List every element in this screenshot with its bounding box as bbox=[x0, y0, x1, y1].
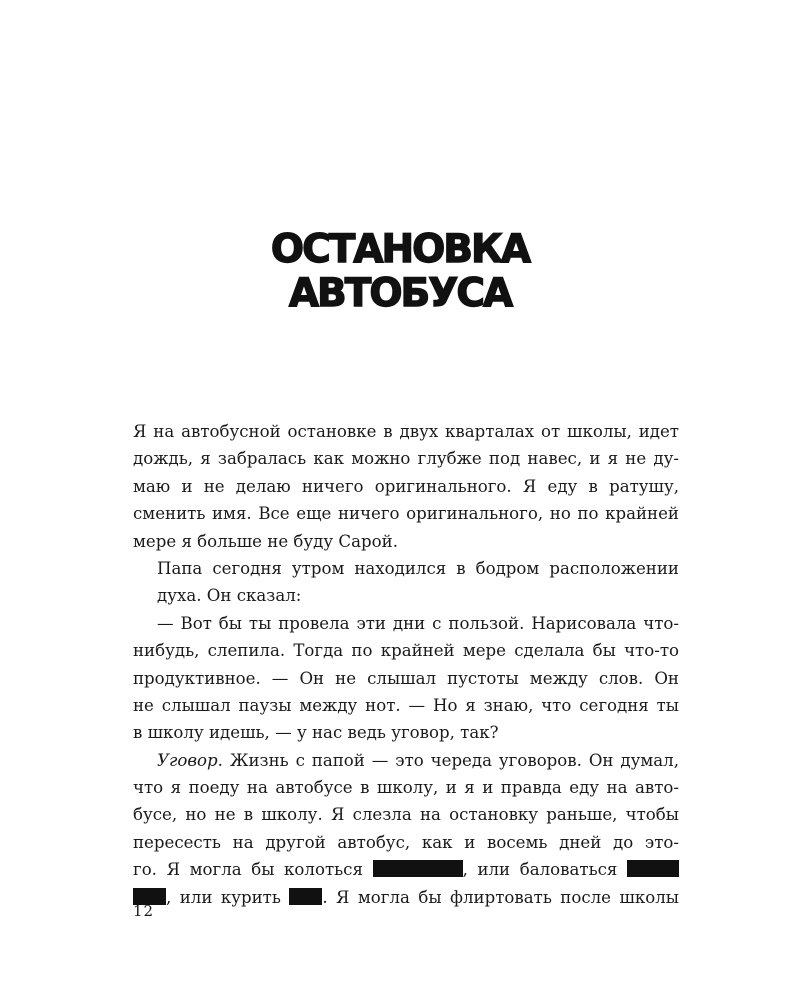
text-line: продуктивное. — Он не слышал пустоты между слов. Он bbox=[133, 668, 679, 688]
italic-word: Уговор bbox=[157, 750, 218, 770]
page-number: 12 bbox=[133, 902, 155, 920]
text-line: Я на автобусной остановке в двух кварталах от школы, идет bbox=[133, 422, 679, 441]
text-line: духа. Он сказал: bbox=[157, 586, 302, 606]
redaction-bar bbox=[289, 888, 322, 905]
text-line: сменить имя. Все еще ничего оригинального, но по крайней bbox=[133, 504, 679, 524]
chapter-title-line-1: ОСТАНОВКА bbox=[270, 227, 530, 272]
text-line: бусе, но не в школу. Я слезла на остановку раньше, чтобы bbox=[133, 805, 679, 825]
text-line: пересесть на другой автобус, как и восемь дней до это- bbox=[133, 832, 679, 852]
text-line: Папа сегодня утром находился в бодром расположении bbox=[157, 558, 679, 578]
text-line: дождь, я забралась как можно глубже под навес, и я не ду- bbox=[133, 449, 679, 469]
text-line: что я поеду на автобусе в школу, и я и правда еду на авто- bbox=[133, 778, 679, 798]
text-line bbox=[133, 856, 679, 883]
text-line bbox=[133, 747, 679, 774]
chapter-title bbox=[0, 228, 800, 316]
text-line: нибудь, слепила. Тогда по крайней мере сделала бы что-то bbox=[133, 641, 679, 661]
text-fragment: , или курить bbox=[166, 887, 281, 907]
redaction-bar bbox=[373, 860, 463, 877]
text-line: не слышал паузы между нот. — Но я знаю, что сегодня ты bbox=[133, 695, 679, 715]
text-fragment: . Жизнь с папой — это череда уговоров. Он думал, bbox=[217, 750, 679, 770]
text-fragment: , или баловаться bbox=[462, 860, 618, 880]
chapter-title-line-2: АВТОБУСА bbox=[288, 271, 512, 316]
text-line: мере я больше не буду Сарой. bbox=[133, 531, 398, 551]
text-fragment: . Я могла бы флиртовать после школы bbox=[322, 887, 679, 907]
text-fragment: го. Я могла бы колоться bbox=[133, 860, 363, 880]
text-line: в школу идешь, — у нас ведь уговор, так? bbox=[133, 723, 499, 743]
redaction-bar bbox=[627, 860, 679, 877]
body-text bbox=[133, 418, 679, 911]
text-line bbox=[133, 884, 679, 911]
text-line: — Вот бы ты провела эти дни с пользой. Нарисовала что- bbox=[157, 613, 679, 633]
text-line: маю и не делаю ничего оригинального. Я еду в ратушу, bbox=[133, 476, 679, 496]
